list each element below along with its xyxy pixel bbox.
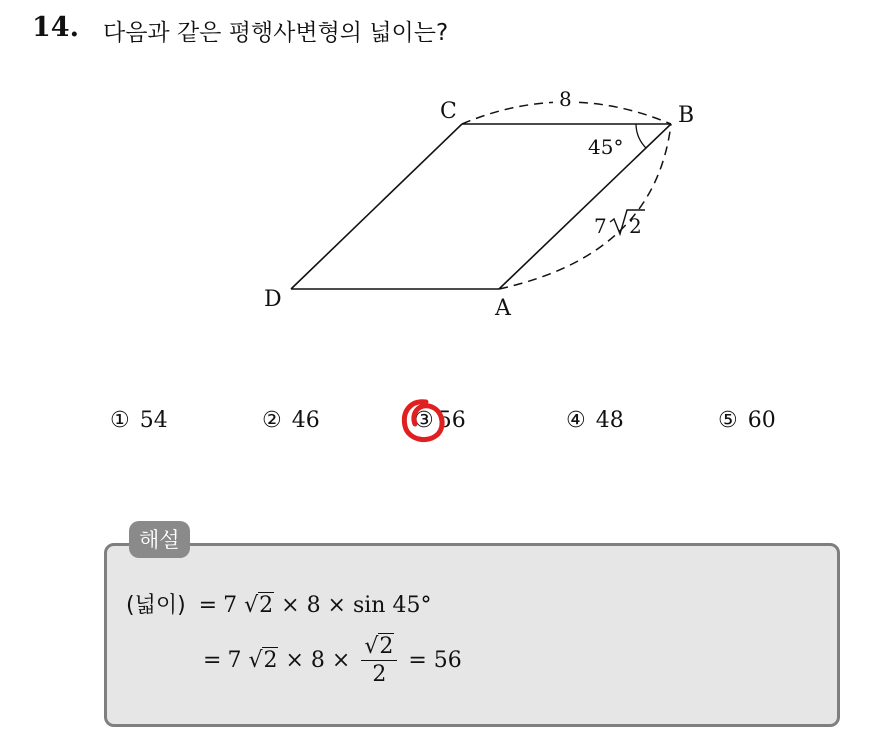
- choice-3-value: 56: [437, 408, 466, 433]
- fraction: [361, 634, 397, 687]
- side-ab-coef: 7: [594, 214, 607, 238]
- solution-coef-1: 7: [223, 593, 238, 618]
- choice-4[interactable]: [566, 408, 624, 433]
- choice-3-mark: ③: [414, 408, 434, 433]
- side-dc: [291, 124, 462, 289]
- solution-rest-1: × 8 × sin 45°: [281, 593, 432, 618]
- choice-5[interactable]: [718, 408, 776, 433]
- solution-mid-2: × 8 ×: [285, 648, 351, 673]
- question-number: 14.: [32, 12, 79, 43]
- sqrt-radicand-1: 2: [259, 593, 274, 618]
- parallelogram-figure: [0, 0, 884, 360]
- side-cb-length: 8: [559, 87, 572, 111]
- sqrt-expr-2: √2: [248, 648, 278, 673]
- solution-eq-1: =: [198, 593, 218, 618]
- vertex-b-label: B: [678, 103, 695, 128]
- fraction-numerator-radicand: 2: [379, 634, 394, 659]
- choice-5-mark: ⑤: [718, 408, 738, 433]
- choice-4-value: 48: [595, 408, 624, 433]
- side-ab-rad: 2: [629, 214, 642, 238]
- fraction-numerator: √2: [361, 634, 397, 661]
- side-ba: [499, 124, 671, 289]
- solution-result: = 56: [408, 648, 462, 673]
- choice-1[interactable]: [110, 408, 168, 433]
- choice-1-value: 54: [139, 408, 168, 433]
- solution-coef-2: 7: [227, 648, 242, 673]
- angle-b-label: 45°: [588, 135, 624, 159]
- solution-line-2: [203, 634, 462, 687]
- selection-circle-icon: [398, 396, 450, 448]
- choice-5-value: 60: [747, 408, 776, 433]
- angle-arc-b: [636, 124, 646, 148]
- solution-lhs: (넓이): [126, 593, 186, 618]
- vertex-d-label: D: [264, 287, 282, 312]
- fraction-denominator: 2: [372, 662, 387, 687]
- solution-line-1: [126, 588, 431, 619]
- choice-1-mark: ①: [110, 408, 130, 433]
- sqrt-radicand-2: 2: [263, 648, 278, 673]
- choice-2[interactable]: [262, 408, 320, 433]
- solution-tag: 해설: [129, 521, 190, 558]
- vertex-a-label: A: [495, 296, 511, 321]
- choice-4-mark: ④: [566, 408, 586, 433]
- choice-2-mark: ②: [262, 408, 282, 433]
- vertex-c-label: C: [440, 99, 457, 124]
- question-text: 다음과 같은 평행사변형의 넓이는?: [103, 20, 449, 46]
- sqrt-expr-1: √2: [244, 593, 274, 618]
- solution-eq-2: =: [203, 648, 222, 673]
- choice-2-value: 46: [291, 408, 320, 433]
